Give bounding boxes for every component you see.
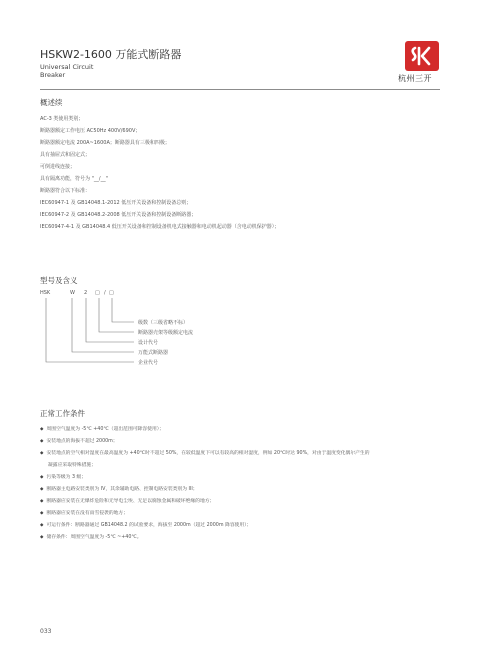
bullet-diamond-icon: ◆ bbox=[40, 475, 44, 480]
model-code-part: □ bbox=[95, 290, 100, 296]
page-number: 033 bbox=[40, 628, 52, 635]
brand-name: 杭州三开 bbox=[398, 74, 432, 83]
overview-line: 断路器符合以下标准： bbox=[40, 188, 91, 194]
overview-line: IEC60947-2 及 GB14048.2-2008 低压开关设备和控制设备断路器； bbox=[40, 212, 197, 218]
condition-item: ◆ 断路器主电路安装类别为 IV，其余辅助电路、控制电路安装类别为 III； bbox=[40, 487, 198, 492]
conditions-heading: 正常工作条件 bbox=[40, 409, 85, 418]
model-code-part: □ bbox=[109, 290, 114, 296]
model-label: 断路器壳架等级额定电流 bbox=[138, 330, 194, 336]
condition-item: ◆ 安装地点的空气相对湿度在最高温度为 +40℃时不超过 50%，在较低温度下可以有较高的相对湿度，例如 20℃时达 90%，对由于温度变化偶尔产生的 bbox=[40, 451, 370, 456]
model-label: 企业代号 bbox=[138, 360, 159, 366]
bullet-diamond-icon: ◆ bbox=[40, 535, 44, 540]
overview-line: 断路器额定工作电压 AC50Hz 400V/690V； bbox=[40, 128, 141, 134]
bullet-diamond-icon: ◆ bbox=[40, 511, 44, 516]
condition-item: ◆ 断路器应安装在无爆炸危险和无导电尘埃、无足以腐蚀金属和破坏绝缘的地方； bbox=[40, 499, 215, 504]
overview-line: AC-3 类使用类别； bbox=[40, 116, 84, 122]
condition-item: ◆ 安装地点的海拔不超过 2000m； bbox=[40, 439, 118, 444]
overview-line: 断路器额定电流 200A~1600A；断路器具有三极和四极； bbox=[40, 140, 170, 146]
overview-line: IEC60947-1 及 GB14048.1-2012 低压开关设备和控制设备总则； bbox=[40, 200, 192, 206]
bullet-diamond-icon: ◆ bbox=[40, 451, 44, 456]
subtitle-line: Universal Circuit bbox=[40, 63, 94, 71]
condition-item: ◆ 储存条件：周围空气温度为 -5℃ ~+40℃。 bbox=[40, 535, 142, 540]
overview-heading: 概述续 bbox=[40, 98, 63, 107]
bullet-diamond-icon: ◆ bbox=[40, 487, 44, 492]
overview-line: 具有隔离功能，符号为 "__/__" bbox=[40, 176, 108, 182]
model-heading: 型号及含义 bbox=[40, 276, 78, 285]
model-label: 万能式断路器 bbox=[138, 350, 169, 356]
bullet-diamond-icon: ◆ bbox=[40, 523, 44, 528]
page-title: HSKW2-1600 万能式断路器 bbox=[40, 48, 182, 61]
model-code-part: HSK bbox=[40, 290, 51, 296]
condition-item: ◆ 周围空气温度为 -5℃ +40℃（超出范围可降容使用）； bbox=[40, 427, 164, 432]
model-code-part: 2 bbox=[84, 290, 88, 296]
condition-item: ◆ 污染等级为 3 级； bbox=[40, 475, 87, 480]
overview-line: 可倒进线连接； bbox=[40, 164, 76, 170]
overview-line: IEC60947-4-1 及 GB14048.4 低压开关设备和控制设备机电式接触器和电动机起动器（含电动机保护器）； bbox=[40, 224, 280, 230]
bullet-diamond-icon: ◆ bbox=[40, 439, 44, 444]
model-label: 级数（三级省略不标） bbox=[138, 320, 189, 326]
subtitle-line: Breaker bbox=[40, 71, 66, 79]
model-code-part: / bbox=[104, 290, 106, 296]
condition-item: ◆ 可运行条件：断路器通过 GB14048.2 的试验要求，海拔至 2000m（超过 2000m 降容使用）； bbox=[40, 523, 252, 528]
condition-item: ◆ 断路器应安装在没有雨雪侵袭的地方； bbox=[40, 511, 129, 516]
overview-line: 具有抽屉式和固定式； bbox=[40, 152, 91, 158]
bullet-diamond-icon: ◆ bbox=[40, 427, 44, 432]
condition-item-continuation: 凝露应采取特殊措施； bbox=[48, 463, 96, 468]
bullet-diamond-icon: ◆ bbox=[40, 499, 44, 504]
model-label: 设计代号 bbox=[138, 340, 159, 346]
model-code-part: W bbox=[70, 290, 75, 296]
